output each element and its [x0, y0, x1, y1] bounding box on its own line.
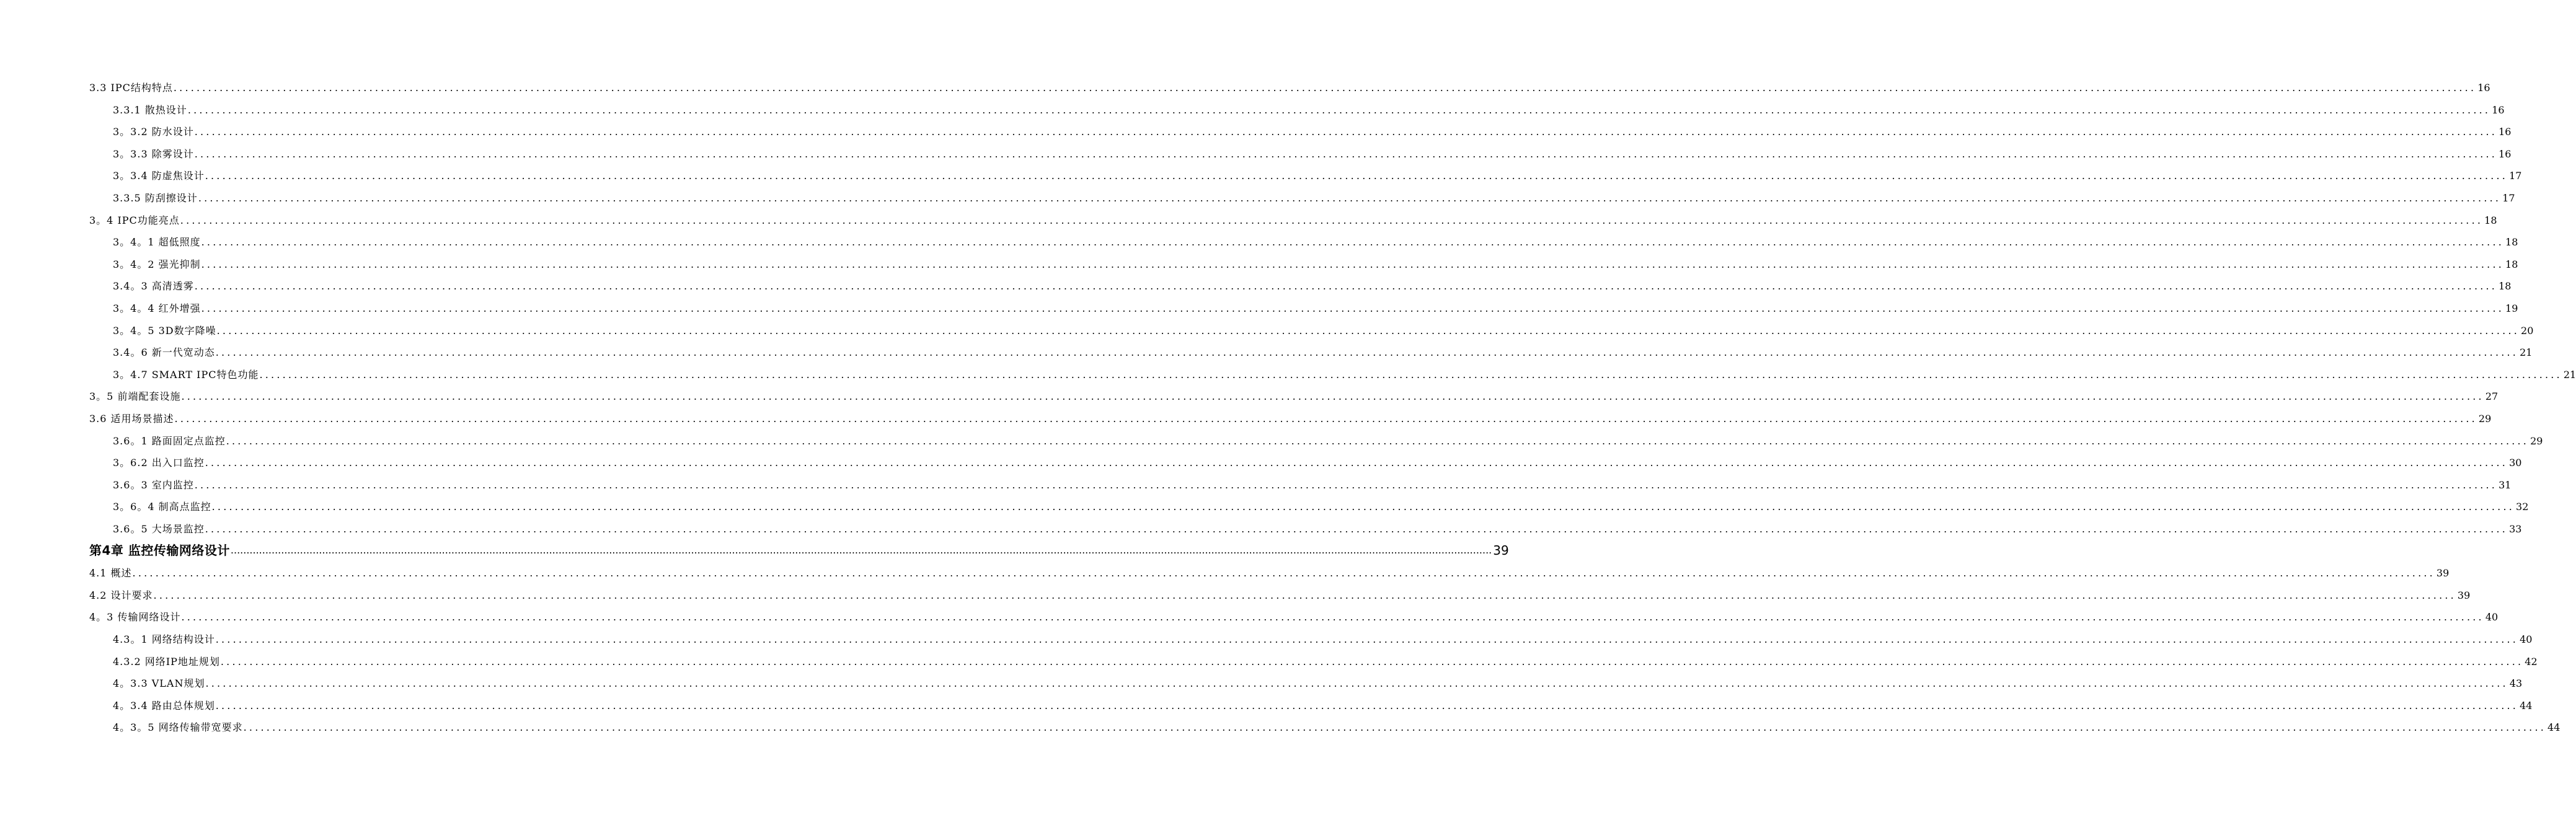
toc-entry-page-number: 18 [2505, 236, 2518, 248]
toc-entry[interactable] [113, 187, 2515, 205]
toc-entry-title: 4。3.4 路由总体规划 [113, 700, 215, 712]
toc-entry[interactable] [89, 606, 2499, 624]
dot-leader: ................................................................................................................................................................................................................................................................................................................................................................................................................ [226, 435, 2530, 447]
dot-leader: ................................................................................................................................................................................................................................................................................................................................................................................................................ [230, 544, 1492, 556]
dot-leader: ................................................................................................................................................................................................................................................................................................................................................................................................................ [198, 192, 2502, 204]
toc-entry-page-number: 30 [2509, 457, 2522, 469]
toc-entry[interactable] [113, 452, 2522, 469]
toc-entry-title: 3。4.7 SMART IPC特色功能 [113, 369, 259, 381]
toc-entry-title: 3。3.2 防水设计 [113, 126, 194, 138]
toc-entry-page-number: 16 [2499, 126, 2512, 138]
toc-entry-title: 3.3.1 散热设计 [113, 104, 187, 116]
toc-entry-page-number: 29 [2530, 435, 2543, 447]
toc-entry-page-number: 31 [2499, 479, 2512, 491]
toc-entry-title: 3.6。5 大场景监控 [113, 523, 205, 535]
toc-entry-page-number: 42 [2525, 656, 2538, 668]
toc-entry-title: 3.3.5 防刮擦设计 [113, 192, 198, 204]
toc-entry[interactable] [113, 298, 2518, 315]
toc-entry-page-number: 18 [2499, 280, 2512, 292]
toc-entry[interactable] [89, 562, 2450, 580]
toc-entry-title: 第4章 监控传输网络设计 [89, 543, 230, 558]
toc-entry[interactable] [113, 121, 2512, 138]
toc-entry[interactable] [113, 320, 2534, 337]
toc-entry-page-number: 21 [2563, 369, 2576, 381]
toc-entry-title: 3。6.2 出入口监控 [113, 457, 205, 469]
toc-entry[interactable] [113, 518, 2522, 536]
toc-entry-title: 3.4。3 高清透雾 [113, 280, 194, 292]
toc-entry[interactable] [113, 474, 2512, 491]
dot-leader: ................................................................................................................................................................................................................................................................................................................................................................................................................ [215, 700, 2519, 712]
dot-leader: ................................................................................................................................................................................................................................................................................................................................................................................................................ [211, 501, 2515, 513]
toc-entry-page-number: 40 [2520, 633, 2533, 645]
dot-leader: ................................................................................................................................................................................................................................................................................................................................................................................................................ [194, 148, 2498, 160]
toc-entry-page-number: 20 [2521, 325, 2534, 337]
toc-entry-title: 4.1 概述 [89, 567, 132, 579]
toc-entry-page-number: 19 [2505, 302, 2518, 314]
toc-entry-page-number: 21 [2520, 346, 2533, 358]
toc-entry-title: 3。6。4 制高点监控 [113, 501, 211, 513]
toc-entry[interactable] [113, 496, 2529, 513]
toc-entry-title: 3。5 前端配套设施 [89, 390, 181, 402]
toc-entry[interactable] [113, 695, 2533, 712]
dot-leader: ................................................................................................................................................................................................................................................................................................................................................................................................................ [259, 369, 2562, 381]
toc-entry-title: 3。3.4 防虚焦设计 [113, 170, 205, 182]
toc-entry[interactable] [89, 386, 2499, 403]
toc-entry-page-number: 39 [1493, 543, 1509, 558]
toc-entry-page-number: 18 [2505, 258, 2518, 270]
dot-leader: ................................................................................................................................................................................................................................................................................................................................................................................................................ [181, 611, 2484, 623]
toc-entry-page-number: 29 [2478, 413, 2492, 425]
toc-entry-title: 4。3.3 VLAN规划 [113, 677, 205, 689]
toc-entry-page-number: 39 [2436, 567, 2450, 579]
dot-leader: ................................................................................................................................................................................................................................................................................................................................................................................................................ [205, 523, 2508, 535]
toc-entry[interactable] [113, 430, 2543, 447]
toc-entry-title: 4.2 设计要求 [89, 589, 153, 601]
toc-entry-title: 3。4 IPC功能亮点 [89, 214, 180, 226]
toc-entry-title: 3.3 IPC结构特点 [89, 82, 173, 94]
toc-entry[interactable] [113, 672, 2523, 690]
dot-leader: ................................................................................................................................................................................................................................................................................................................................................................................................................ [187, 104, 2491, 116]
toc-entry[interactable] [113, 628, 2533, 646]
dot-leader: ................................................................................................................................................................................................................................................................................................................................................................................................................ [180, 214, 2484, 226]
toc-entry[interactable] [89, 77, 2490, 94]
toc-entry[interactable] [113, 99, 2505, 117]
dot-leader: ................................................................................................................................................................................................................................................................................................................................................................................................................ [201, 236, 2505, 248]
toc-entry[interactable] [113, 716, 2561, 734]
toc-entry-page-number: 44 [2520, 700, 2533, 712]
toc-entry[interactable] [113, 275, 2512, 293]
dot-leader: ................................................................................................................................................................................................................................................................................................................................................................................................................ [220, 656, 2524, 668]
toc-entry[interactable] [113, 651, 2538, 668]
toc-entry-page-number: 16 [2477, 82, 2490, 94]
toc-chapter-entry[interactable] [89, 540, 1509, 558]
dot-leader: ................................................................................................................................................................................................................................................................................................................................................................................................................ [153, 589, 2456, 601]
dot-leader: ................................................................................................................................................................................................................................................................................................................................................................................................................ [201, 302, 2505, 314]
toc-entry-title: 4。3。5 网络传输带宽要求 [113, 721, 243, 733]
toc-entry-title: 3。4。2 强光抑制 [113, 258, 201, 270]
toc-entry-title: 3。3.3 除雾设计 [113, 148, 194, 160]
toc-entry-title: 3。4。5 3D数字降噪 [113, 325, 216, 337]
toc-entry-page-number: 43 [2509, 677, 2523, 689]
dot-leader: ................................................................................................................................................................................................................................................................................................................................................................................................................ [205, 677, 2508, 689]
dot-leader: ................................................................................................................................................................................................................................................................................................................................................................................................................ [132, 567, 2435, 579]
dot-leader: ................................................................................................................................................................................................................................................................................................................................................................................................................ [205, 170, 2508, 182]
toc-entry[interactable] [89, 209, 2497, 227]
dot-leader: ................................................................................................................................................................................................................................................................................................................................................................................................................ [216, 325, 2520, 337]
toc-entry-page-number: 39 [2457, 589, 2471, 601]
toc-entry-page-number: 44 [2547, 721, 2561, 733]
toc-entry-title: 3.6。3 室内监控 [113, 479, 194, 491]
toc-entry[interactable] [113, 143, 2512, 161]
toc-entry[interactable] [113, 231, 2518, 249]
dot-leader: ................................................................................................................................................................................................................................................................................................................................................................................................................ [181, 390, 2484, 402]
toc-entry[interactable] [113, 165, 2522, 182]
toc-entry-page-number: 16 [2499, 148, 2512, 160]
dot-leader: ................................................................................................................................................................................................................................................................................................................................................................................................................ [205, 457, 2508, 469]
toc-entry-title: 3.6 适用场景描述 [89, 413, 174, 425]
toc-entry-page-number: 33 [2509, 523, 2522, 535]
toc-entry[interactable] [113, 364, 2576, 381]
toc-entry[interactable] [89, 408, 2492, 425]
toc-entry-title: 4。3 传输网络设计 [89, 611, 181, 623]
toc-entry-page-number: 17 [2502, 192, 2515, 204]
toc-entry-page-number: 40 [2485, 611, 2499, 623]
dot-leader: ................................................................................................................................................................................................................................................................................................................................................................................................................ [194, 126, 2498, 138]
toc-entry-page-number: 17 [2509, 170, 2522, 182]
dot-leader: ................................................................................................................................................................................................................................................................................................................................................................................................................ [243, 721, 2547, 733]
toc-entry-title: 3.6。1 路面固定点监控 [113, 435, 226, 447]
toc-entry-title: 3.4。6 新一代宽动态 [113, 346, 215, 358]
toc-entry-page-number: 32 [2516, 501, 2529, 513]
toc-entry-page-number: 16 [2492, 104, 2505, 116]
dot-leader: ................................................................................................................................................................................................................................................................................................................................................................................................................ [173, 82, 2477, 94]
dot-leader: ................................................................................................................................................................................................................................................................................................................................................................................................................ [194, 479, 2498, 491]
toc-entry-title: 3。4。1 超低照度 [113, 236, 201, 248]
toc-entry-page-number: 18 [2484, 214, 2497, 226]
toc-entry-title: 3。4。4 红外增强 [113, 302, 201, 314]
dot-leader: ................................................................................................................................................................................................................................................................................................................................................................................................................ [201, 258, 2505, 270]
toc-entry[interactable] [89, 584, 2471, 602]
dot-leader: ................................................................................................................................................................................................................................................................................................................................................................................................................ [215, 346, 2519, 358]
dot-leader: ................................................................................................................................................................................................................................................................................................................................................................................................................ [215, 633, 2519, 645]
toc-entry-title: 4.3.2 网络IP地址规划 [113, 656, 220, 668]
toc-entry[interactable] [113, 342, 2533, 359]
dot-leader: ................................................................................................................................................................................................................................................................................................................................................................................................................ [174, 413, 2477, 425]
dot-leader: ................................................................................................................................................................................................................................................................................................................................................................................................................ [194, 280, 2498, 292]
toc-entry-page-number: 27 [2485, 390, 2499, 402]
toc-entry[interactable] [113, 253, 2518, 271]
toc-entry-title: 4.3。1 网络结构设计 [113, 633, 215, 645]
